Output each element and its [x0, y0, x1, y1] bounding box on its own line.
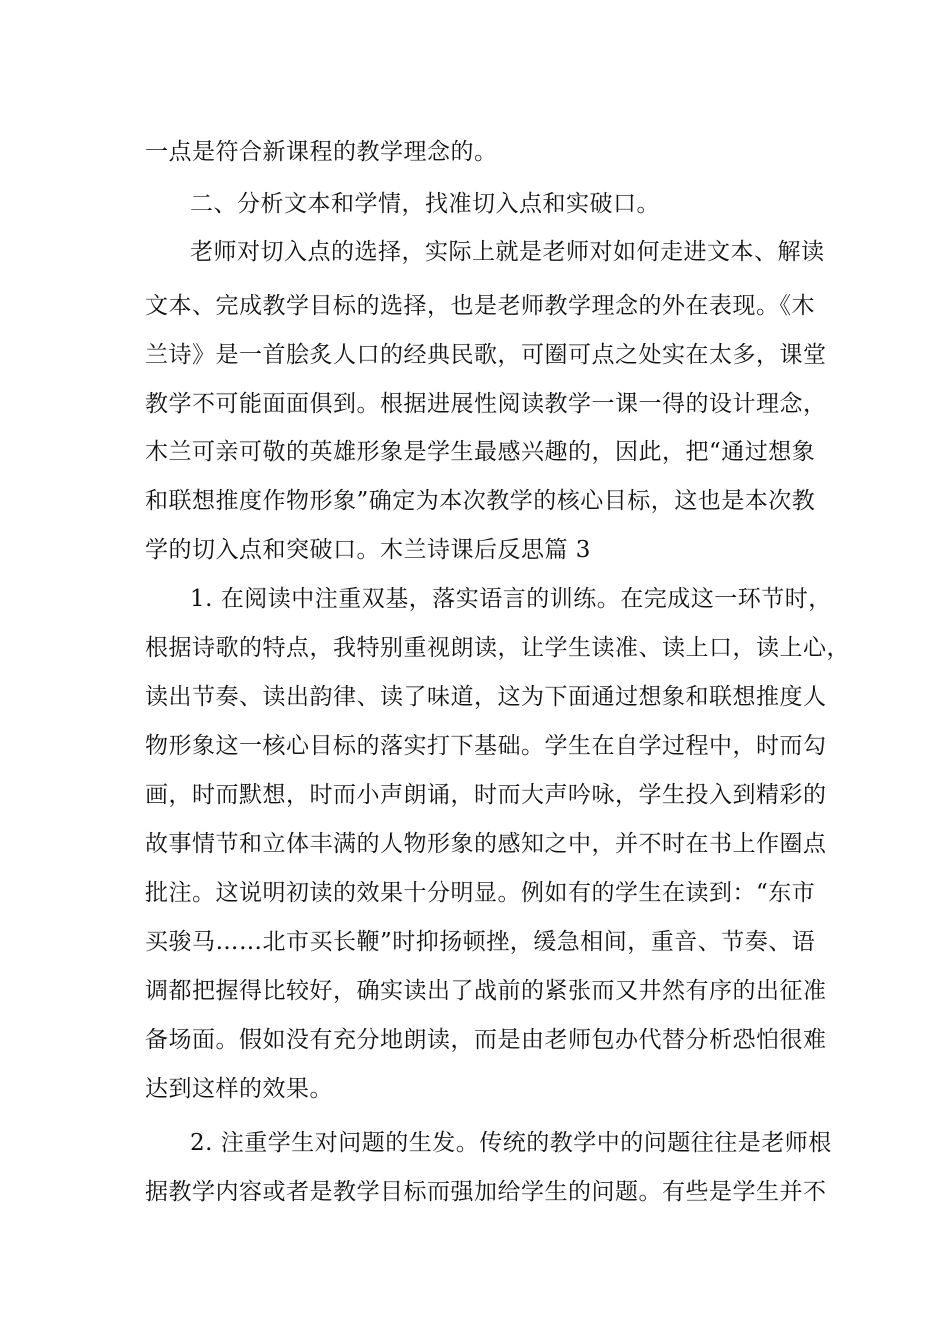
section-heading: 二、分析文本和学情，找准切入点和实破口。	[190, 191, 660, 217]
text-line: 读出节奏、读出韵律、读了味道，这为下面通过想象和联想推度人	[145, 684, 827, 710]
text-line: 老师对切入点的选择，实际上就是老师对如何走进文本、解读	[190, 239, 825, 265]
text-line: 文本、完成教学目标的选择，也是老师教学理念的外在表现。《木	[145, 293, 815, 319]
text-line: 画，时而默想，时而小声朗诵，时而大声吟咏，学生投入到精彩的	[145, 782, 827, 808]
text-line: 2. 注重学生对问题的生发。传统的教学中的问题往往是老师根	[190, 1130, 832, 1156]
text-line: 和联想推度作物形象”确定为本次教学的核心目标，这也是本次教	[145, 488, 816, 514]
text-line: 木兰可亲可敬的英雄形象是学生最感兴趣的，因此，把“通过想象	[145, 439, 816, 465]
text-line: 一点是符合新课程的教学理念的。	[145, 139, 498, 165]
text-line: 调都把握得比较好，确实读出了战前的紧张而又井然有序的出征准	[145, 978, 827, 1004]
text-line: 教学不可能面面俱到。根据进展性阅读教学一课一得的设计理念，	[145, 391, 827, 417]
text-line: 根据诗歌的特点，我特别重视朗读，让学生读准、读上口，读上心，	[145, 635, 850, 661]
text-line: 故事情节和立体丰满的人物形象的感知之中，并不时在书上作圈点	[145, 831, 827, 857]
text-line: 批注。这说明初读的效果十分明显。例如有的学生在读到：“东市	[145, 880, 816, 906]
text-line: 兰诗》是一首脍炙人口的经典民歌，可圈可点之处实在太多，课堂	[145, 342, 827, 368]
text-line: 学的切入点和突破口。木兰诗课后反思篇 3	[145, 537, 591, 563]
text-line: 据教学内容或者是教学目标而强加给学生的问题。有些是学生并不	[145, 1179, 827, 1205]
text-line: 物形象这一核心目标的落实打下基础。学生在自学过程中，时而勾	[145, 733, 827, 759]
text-line: 达到这样的效果。	[145, 1076, 333, 1102]
text-line: 买骏马……北市买长鞭”时抑扬顿挫，缓急相间，重音、节奏、语	[145, 929, 816, 955]
text-line: 1. 在阅读中注重双基，落实语言的训练。在完成这一环节时，	[190, 586, 832, 612]
text-line: 备场面。假如没有充分地朗读，而是由老师包办代替分析恐怕很难	[145, 1027, 827, 1053]
